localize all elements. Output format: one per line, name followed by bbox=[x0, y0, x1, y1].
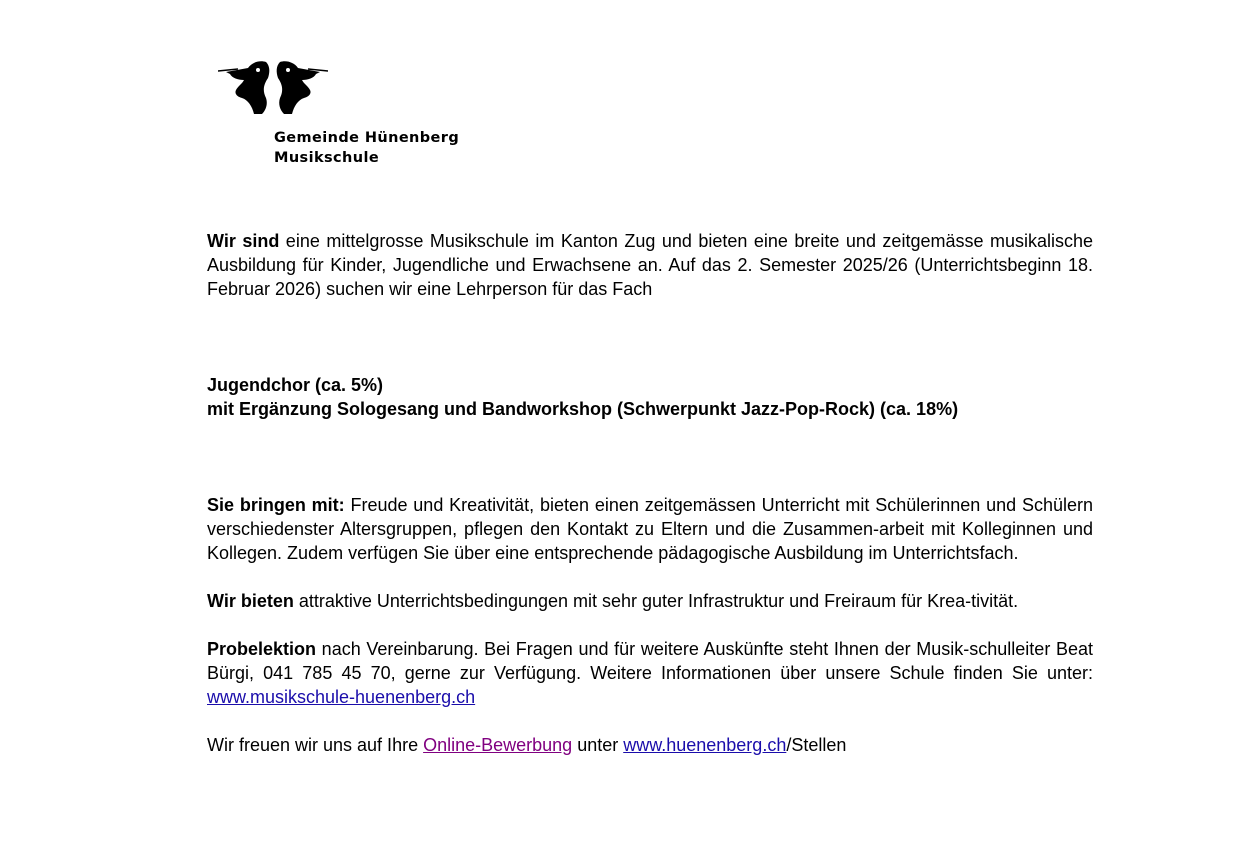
organization-name bbox=[274, 128, 459, 168]
offer-text: attraktive Unterrichtsbedingungen mit sehr guter Infrastruktur und Freiraum für Krea-tivität. bbox=[293, 591, 1019, 611]
unicorn-heads-logo-icon bbox=[218, 52, 328, 122]
school-website-link[interactable]: www.musikschule-huenenberg.ch bbox=[207, 687, 476, 707]
intro-lead: Wir sind bbox=[207, 231, 280, 251]
position-line-1: Jugendchor (ca. 5%) bbox=[207, 375, 384, 395]
offer-paragraph bbox=[207, 589, 1093, 613]
closing-paragraph bbox=[207, 733, 1093, 757]
intro-text: eine mittelgrosse Musikschule im Kanton Zug und bieten eine breite und zeitgemässe musikalische Ausbildung für Kinder, Jugendliche und Erwachsene an. Auf das 2. Semester 2025/26 (Unterrichtsbeginn 18. Februar 2026) suchen wir eine Lehrperson für das Fach bbox=[207, 231, 1093, 299]
requirements-paragraph bbox=[207, 493, 1093, 565]
requirements-text: Freude und Kreativität, bieten einen zeitgemässen Unterricht mit Schülerinnen und Schülern verschiedenster Altersgruppen, pflegen den Kontakt zu Eltern und die Zusammen-arbeit mit Kolleginnen und Kollegen. Zudem verfügen Sie über eine entsprechende pädagogische Ausbildung im Unterrichtsfach. bbox=[207, 495, 1093, 563]
trial-lesson-paragraph bbox=[207, 637, 1093, 709]
closing-post: /Stellen bbox=[786, 735, 847, 755]
position-title bbox=[207, 373, 1093, 421]
trial-text: nach Vereinbarung. Bei Fragen und für weitere Auskünfte steht Ihnen der Musik-schulleiter Beat Bürgi, 041 785 45 70, gerne zur Verfügung. Weitere Informationen über unsere Schule finden Sie unter: bbox=[207, 639, 1093, 683]
municipality-website-link[interactable]: www.huenenberg.ch bbox=[623, 735, 787, 755]
online-application-link[interactable]: Online-Bewerbung bbox=[423, 735, 573, 755]
closing-pre: Wir freuen wir uns auf Ihre bbox=[207, 735, 424, 755]
closing-mid: unter bbox=[572, 735, 624, 755]
intro-paragraph bbox=[207, 229, 1093, 301]
trial-lead: Probelektion bbox=[207, 639, 317, 659]
org-line-municipality: Gemeinde Hünenberg bbox=[274, 130, 460, 146]
position-line-2: mit Ergänzung Sologesang und Bandworkshop (Schwerpunkt Jazz-Pop-Rock) (ca. 18%) bbox=[207, 399, 959, 419]
requirements-lead: Sie bringen mit: bbox=[207, 495, 345, 515]
job-posting-body bbox=[207, 229, 1093, 757]
offer-lead: Wir bieten bbox=[207, 591, 294, 611]
org-line-school: Musikschule bbox=[274, 150, 380, 166]
